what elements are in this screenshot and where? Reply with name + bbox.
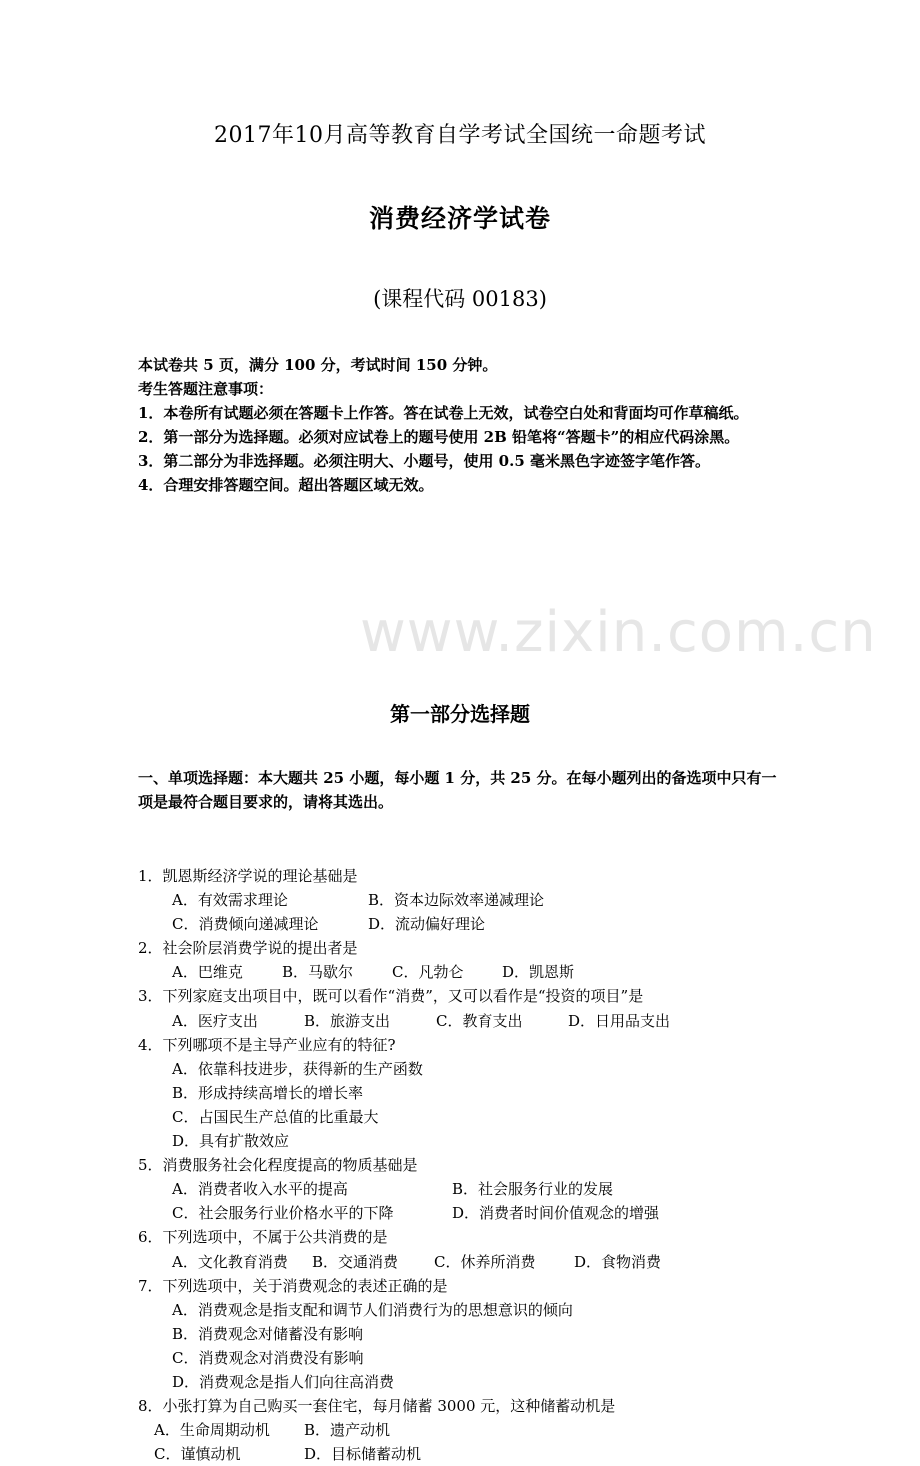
option: B．马歇尔 xyxy=(282,963,354,982)
option: C．占国民生产总值的比重最大 xyxy=(172,1107,379,1126)
option-row xyxy=(138,1201,798,1225)
option: B．形成持续高增长的增长率 xyxy=(172,1083,364,1102)
option: C．消费倾向递减理论 xyxy=(172,915,319,934)
option: B．消费观念对储蓄没有影响 xyxy=(172,1324,364,1343)
option: C．教育支出 xyxy=(436,1011,523,1030)
note-line: 本试卷共 5 页，满分 100 分，考试时间 150 分钟。 xyxy=(138,356,498,374)
option: D．消费观念是指人们向往高消费 xyxy=(172,1372,395,1391)
option: A．消费者收入水平的提高 xyxy=(172,1180,348,1199)
option: D．具有扩散效应 xyxy=(172,1132,290,1151)
option: C．社会服务行业价格水平的下降 xyxy=(172,1204,394,1223)
note-line: 1．本卷所有试题必须在答题卡上作答。答在试卷上无效，试卷空白处和背面均可作草稿纸。 xyxy=(138,404,749,422)
option: C．休养所消费 xyxy=(434,1252,536,1271)
option: D．流动偏好理论 xyxy=(368,915,486,934)
question-stem: 5．消费服务社会化程度提高的物质基础是 xyxy=(138,1156,418,1175)
option: B．旅游支出 xyxy=(304,1011,391,1030)
option-row xyxy=(138,1009,798,1033)
note-line: 考生答题注意事项： xyxy=(138,380,274,398)
part-title: 第一部分选择题 xyxy=(390,702,530,726)
option: C．谨慎动机 xyxy=(154,1445,241,1464)
exam-title: 2017年10月高等教育自学考试全国统一命题考试 xyxy=(214,123,706,148)
option: D．目标储蓄动机 xyxy=(304,1445,422,1464)
option: D．消费者时间价值观念的增强 xyxy=(452,1204,660,1223)
option: A．文化教育消费 xyxy=(172,1252,288,1271)
option: A．巴维克 xyxy=(172,963,243,982)
option-row xyxy=(138,1177,798,1201)
note-line: 3．第二部分为非选择题。必须注明大、小题号，使用 0.5 毫米黑色字迹签字笔作答。 xyxy=(138,452,710,470)
option: D．凯恩斯 xyxy=(502,963,575,982)
exam-notes xyxy=(138,353,788,497)
option: D．食物消费 xyxy=(574,1252,662,1271)
option: A．医疗支出 xyxy=(172,1011,258,1030)
option-row xyxy=(138,1418,798,1442)
option: A．有效需求理论 xyxy=(172,891,288,910)
option-row xyxy=(138,1250,798,1274)
option: B．资本边际效率递减理论 xyxy=(368,891,545,910)
question-stem: 6．下列选项中，不属于公共消费的是 xyxy=(138,1228,388,1247)
option: B．交通消费 xyxy=(312,1252,399,1271)
option: C．凡勃仑 xyxy=(392,963,464,982)
note-line: 2．第一部分为选择题。必须对应试卷上的题号使用 2B 铅笔将“答题卡”的相应代码涂黑。 xyxy=(138,428,740,446)
option: C．消费观念对消费没有影响 xyxy=(172,1348,364,1367)
option: A．依靠科技进步，获得新的生产函数 xyxy=(172,1059,423,1078)
note-line: 4．合理安排答题空间。超出答题区域无效。 xyxy=(138,476,434,494)
option: A．消费观念是指支配和调节人们消费行为的思想意识的倾向 xyxy=(172,1300,573,1319)
section-instruction: 一、单项选择题：本大题共 25 小题，每小题 1 分，共 25 分。在每小题列出的备选项中只有一项是最符合题目要求的，请将其选出。 xyxy=(138,769,777,811)
paper-title: 消费经济学试卷 xyxy=(368,204,551,233)
course-code: (课程代码 00183) xyxy=(373,287,547,311)
option-row xyxy=(138,960,798,984)
question-stem: 3．下列家庭支出项目中，既可以看作“消费”，又可以看作是“投资的项目”是 xyxy=(138,987,644,1006)
question-stem: 4．下列哪项不是主导产业应有的特征? xyxy=(138,1035,396,1054)
question-stem: 8．小张打算为自己购买一套住宅，每月储蓄 3000 元，这种储蓄动机是 xyxy=(138,1397,616,1416)
option: A．生命周期动机 xyxy=(154,1421,270,1440)
question-stem: 7．下列选项中，关于消费观念的表述正确的是 xyxy=(138,1276,448,1295)
watermark: www.zixin.com.cn xyxy=(360,600,877,665)
option: B．社会服务行业的发展 xyxy=(452,1180,614,1199)
option-row xyxy=(138,888,798,912)
option-row xyxy=(138,912,798,936)
option: B．遗产动机 xyxy=(304,1421,391,1440)
option: D．日用品支出 xyxy=(568,1011,671,1030)
option-row xyxy=(138,1442,798,1466)
question-stem: 1．凯恩斯经济学说的理论基础是 xyxy=(138,867,358,885)
question-stem: 2．社会阶层消费学说的提出者是 xyxy=(138,939,358,958)
question-list xyxy=(138,864,798,1466)
